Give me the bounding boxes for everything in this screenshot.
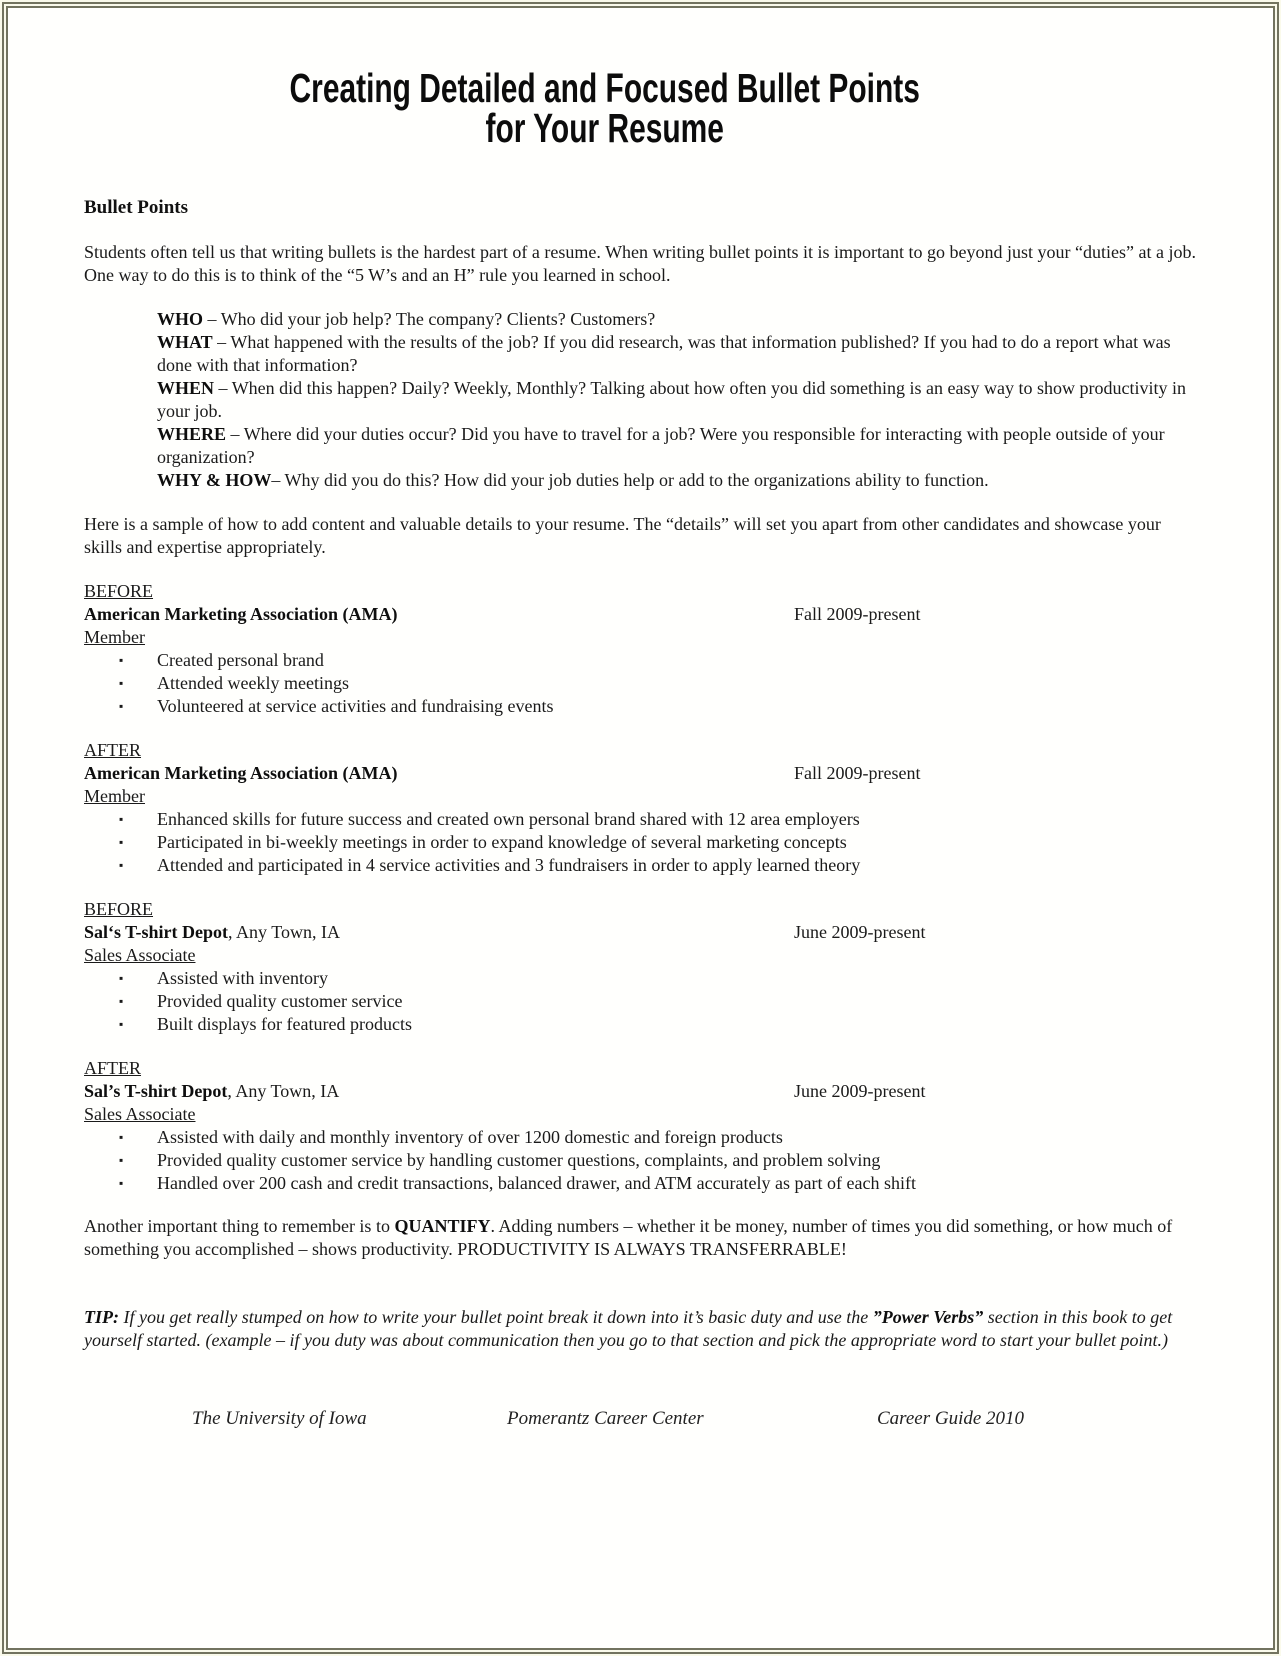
w-rule-label: WHO <box>157 309 204 329</box>
quantify-paragraph <box>84 1215 1197 1261</box>
bullet-list <box>84 967 1197 1036</box>
square-bullet-icon: ▪ <box>119 1130 124 1144</box>
bullet-text: Volunteered at service activities and fundraising events <box>157 696 554 716</box>
section-heading-bullet-points: Bullet Points <box>84 197 188 218</box>
bullet-text: Assisted with inventory <box>157 968 328 988</box>
organization-line <box>84 921 1197 944</box>
intro-paragraph: Students often tell us that writing bullets is the hardest part of a resume. When writing bullet points it is important to go beyond just your “duties” at a job. One way to do this is to think of the “5 W’s and an H” rule you learned in school. <box>84 242 1196 285</box>
job-title: Member <box>84 627 145 647</box>
bullet-item <box>84 1013 1197 1036</box>
bullet-text: Enhanced skills for future success and created own personal brand shared with 12 area employers <box>157 809 860 829</box>
organization-name: American Marketing Association (AMA) <box>84 604 398 624</box>
example-after-ama <box>84 739 1197 877</box>
w-rule-label: WHEN <box>157 378 215 398</box>
quantify-text-post: . Adding numbers – whether it be money, number of times you did something, or how much of something you accomplished – shows productivity. PRODUCTIVITY IS ALWAYS TRANSFERRABLE! <box>84 1216 1173 1259</box>
page-border-frame <box>2 2 1279 1654</box>
bullet-text: Participated in bi-weekly meetings in order to expand knowledge of several marketing concepts <box>157 832 847 852</box>
example-tag: AFTER <box>84 1058 142 1078</box>
square-bullet-icon: ▪ <box>119 835 124 849</box>
w-rule-text: – Why did you do this? How did your job duties help or add to the organizations ability to function. <box>271 470 989 490</box>
example-before-sals <box>84 898 1197 1036</box>
bullet-item <box>84 808 1197 831</box>
tip-label: TIP: <box>84 1307 119 1327</box>
w-rule-item-who <box>157 308 1197 331</box>
organization-location: , Any Town, IA <box>227 1081 340 1101</box>
bullet-item <box>84 1126 1197 1149</box>
title-line-2: for Your Resume <box>485 105 724 151</box>
w-rule-label: WHERE <box>157 424 227 444</box>
square-bullet-icon: ▪ <box>119 858 124 872</box>
square-bullet-icon: ▪ <box>119 676 124 690</box>
sample-intro-paragraph: Here is a sample of how to add content and valuable details to your resume. The “details” will set you apart from other candidates and showcase your skills and expertise appropriately. <box>84 514 1161 557</box>
bullet-item <box>84 695 1197 718</box>
bullet-text: Handled over 200 cash and credit transactions, balanced drawer, and ATM accurately as part of each shift <box>157 1173 916 1193</box>
square-bullet-icon: ▪ <box>119 699 124 713</box>
tip-text-post: section in this book to get yourself started. (example – if you duty was about communication then you go to that section and pick the appropriate word to start your bullet point.) <box>84 1307 1173 1350</box>
w-rule-item-why-how <box>157 469 1197 492</box>
organization-location: , Any Town, IA <box>228 922 340 942</box>
bullet-text: Provided quality customer service by handling customer questions, complaints, and problem solving <box>157 1150 881 1170</box>
bullet-list <box>84 649 1197 718</box>
organization-name: Sal’s T-shirt Depot <box>84 1081 228 1101</box>
document-title-text <box>289 65 920 151</box>
quantify-bold-word: QUANTIFY <box>394 1216 491 1236</box>
quantify-text-pre: Another important thing to remember is to <box>84 1216 395 1236</box>
bullet-list <box>84 1126 1197 1195</box>
w-rule-text: – What happened with the results of the job? If you did research, was that information published? If you had to do a report what was done with that information? <box>157 332 1171 375</box>
footer-university: The University of Iowa <box>192 1408 367 1429</box>
example-before-ama <box>84 580 1197 718</box>
date-range: Fall 2009-present <box>794 763 921 783</box>
w-rule-text: – Where did your duties occur? Did you have to travel for a job? Were you responsible for interacting with people outside of your organization? <box>157 424 1165 467</box>
tip-text-pre: If you get really stumped on how to write your bullet point break it down into it’s basic duty and use the <box>119 1307 873 1327</box>
organization-name: Sal‘s T-shirt Depot <box>84 922 229 942</box>
w-rule-text: – Who did your job help? The company? Clients? Customers? <box>203 309 656 329</box>
bullet-item <box>84 854 1197 877</box>
tip-paragraph <box>84 1306 1197 1352</box>
bullet-item <box>84 1149 1197 1172</box>
tip-bold-power-verbs: ”Power Verbs” <box>872 1307 984 1327</box>
bullet-text: Built displays for featured products <box>157 1014 412 1034</box>
bullet-text: Created personal brand <box>157 650 324 670</box>
w-rule-label: WHY & HOW <box>157 470 272 490</box>
job-title: Sales Associate <box>84 1104 196 1124</box>
five-w-rule-list <box>157 308 1197 492</box>
w-rule-item-when <box>157 377 1197 423</box>
job-title: Member <box>84 786 145 806</box>
square-bullet-icon: ▪ <box>119 1153 124 1167</box>
organization-line <box>84 1080 1197 1103</box>
w-rule-item-what <box>157 331 1197 377</box>
example-tag: BEFORE <box>84 581 154 601</box>
example-tag: AFTER <box>84 740 142 760</box>
bullet-list <box>84 808 1197 877</box>
example-after-sals <box>84 1057 1197 1195</box>
document-page <box>6 6 1275 1650</box>
square-bullet-icon: ▪ <box>119 1017 124 1031</box>
bullet-item <box>84 649 1197 672</box>
document-content <box>8 65 1273 1433</box>
bullet-item <box>84 990 1197 1013</box>
bullet-item <box>84 967 1197 990</box>
title-line-1: Creating Detailed and Focused Bullet Points <box>289 65 920 111</box>
w-rule-label: WHAT <box>157 332 213 352</box>
bullet-item <box>84 672 1197 695</box>
job-title: Sales Associate <box>84 945 196 965</box>
bullet-text: Provided quality customer service <box>157 991 403 1011</box>
document-title <box>84 65 1125 151</box>
page-footer <box>84 1407 1197 1433</box>
square-bullet-icon: ▪ <box>119 971 124 985</box>
bullet-item <box>84 831 1197 854</box>
bullet-text: Assisted with daily and monthly inventory of over 1200 domestic and foreign products <box>157 1127 783 1147</box>
organization-line <box>84 762 1197 785</box>
date-range: June 2009-present <box>794 922 926 942</box>
w-rule-text: – When did this happen? Daily? Weekly, Monthly? Talking about how often you did something is an easy way to show productivity in your job. <box>157 378 1186 421</box>
w-rule-item-where <box>157 423 1197 469</box>
footer-career-guide: Career Guide 2010 <box>877 1408 1025 1429</box>
square-bullet-icon: ▪ <box>119 1176 124 1190</box>
date-range: Fall 2009-present <box>794 604 921 624</box>
square-bullet-icon: ▪ <box>119 994 124 1008</box>
footer-career-center: Pomerantz Career Center <box>507 1408 704 1429</box>
bullet-text: Attended weekly meetings <box>157 673 349 693</box>
example-tag: BEFORE <box>84 899 154 919</box>
organization-line <box>84 603 1197 626</box>
bullet-text: Attended and participated in 4 service activities and 3 fundraisers in order to apply learned theory <box>157 855 861 875</box>
square-bullet-icon: ▪ <box>119 812 124 826</box>
bullet-item <box>84 1172 1197 1195</box>
date-range: June 2009-present <box>794 1081 926 1101</box>
organization-name: American Marketing Association (AMA) <box>84 763 398 783</box>
square-bullet-icon: ▪ <box>119 653 124 667</box>
